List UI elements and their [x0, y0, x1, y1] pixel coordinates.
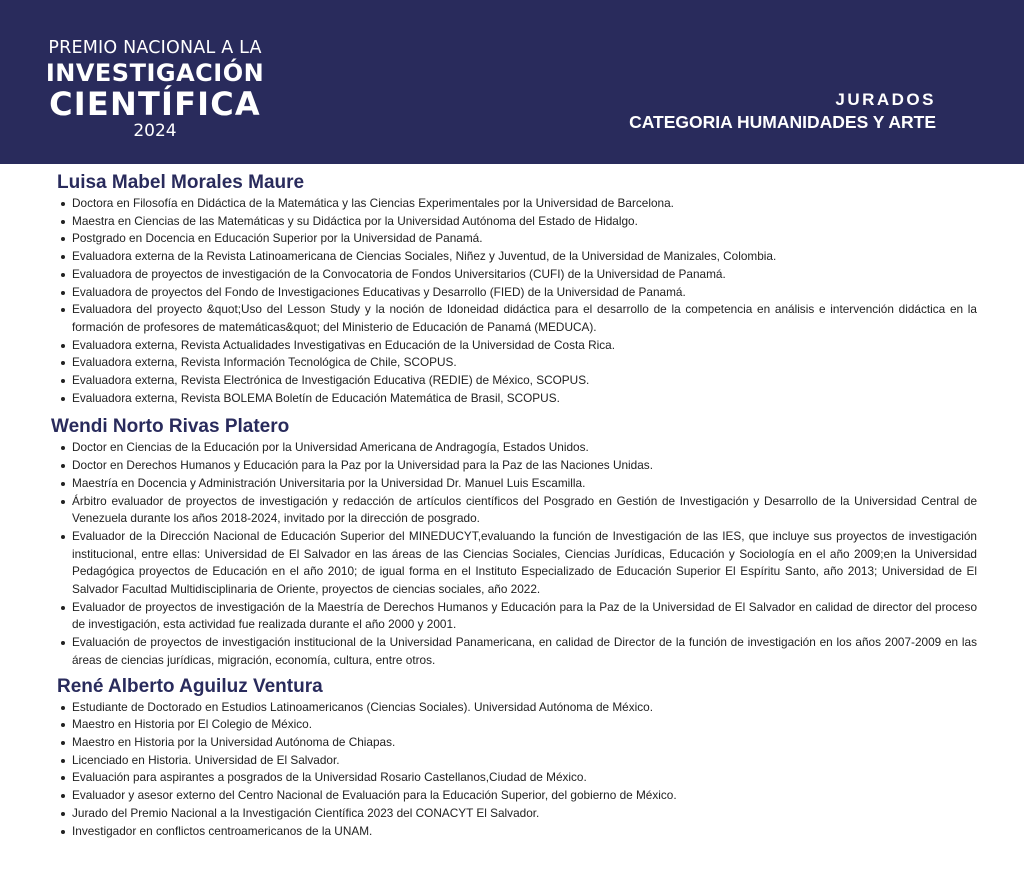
list-item: Árbitro evaluador de proyectos de investigación y redacción de artículos científicos del Posgrado en Gestión de Investigación y Desarrollo de la Universidad Central de Venezuela durante los años 2018-2024, invitado por la dirección de posgrado.: [72, 493, 977, 528]
logo-line-1: PREMIO NACIONAL A LA: [48, 38, 262, 58]
list-item: Doctor en Ciencias de la Educación por la Universidad Americana de Andragogía, Estados Unidos.: [72, 439, 977, 457]
jury-content: [0, 170, 1024, 840]
list-item: Evaluadora externa, Revista Actualidades Investigativas en Educación de la Universidad de Costa Rica.: [72, 337, 977, 355]
jury-section: [0, 674, 1024, 841]
list-item: Doctora en Filosofía en Didáctica de la Matemática y las Ciencias Experimentales por la Universidad de Barcelona.: [72, 195, 977, 213]
list-item: Maestro en Historia por El Colegio de México.: [72, 716, 977, 734]
jury-section: [0, 170, 1024, 407]
list-item: Evaluador de la Dirección Nacional de Educación Superior del MINEDUCYT,evaluando la función de Investigación de las IES, que incluye sus proyectos de investigación institucional, entre ellas: Universidad de El Salvador en las áreas de las Ciencias Sociales, Ciencias Jurídicas, Educación y Sociología en el año 2009;en la Universidad Pedagógica proyectos de Educación en el año 2010; de igual forma en el Instituto Especializado de Educación Superior El Espíritu Santo, año 2013; Universidad de El Salvador Facultad Multidisciplinaria de Oriente, proyectos de ciencias sociales, año 2022.: [72, 528, 977, 599]
list-item: Evaluador y asesor externo del Centro Nacional de Evaluación para la Educación Superior, del gobierno de México.: [72, 787, 977, 805]
page-subtitle: CATEGORIA HUMANIDADES Y ARTE: [629, 112, 936, 132]
list-item: Doctor en Derechos Humanos y Educación para la Paz por la Universidad para la Paz de las Naciones Unidas.: [72, 457, 977, 475]
logo-line-3: CIENTÍFICA: [49, 85, 261, 123]
list-item: Postgrado en Docencia en Educación Superior por la Universidad de Panamá.: [72, 230, 977, 248]
list-item: Licenciado en Historia. Universidad de El Salvador.: [72, 752, 977, 770]
list-item: Maestra en Ciencias de las Matemáticas y su Didáctica por la Universidad Autónoma del Estado de Hidalgo.: [72, 213, 977, 231]
list-item: Investigador en conflictos centroamericanos de la UNAM.: [72, 823, 977, 841]
list-item: Evaluación de proyectos de investigación institucional de la Universidad Panamericana, en calidad de Director de la función de investigación en los años 2007-2009 en las áreas de ciencias jurídicas, migración, economía, cultura, entre otros.: [72, 634, 977, 669]
page-title: JURADOS: [835, 90, 936, 109]
logo-line-2: INVESTIGACIÓN: [45, 59, 265, 87]
list-item: Evaluación para aspirantes a posgrados de la Universidad Rosario Castellanos,Ciudad de México.: [72, 769, 977, 787]
list-item: Evaluadora externa de la Revista Latinoamericana de Ciencias Sociales, Niñez y Juventud, de la Universidad de Manizales, Colombia.: [72, 248, 977, 266]
list-item: Jurado del Premio Nacional a la Investigación Científica 2023 del CONACYT El Salvador.: [72, 805, 977, 823]
award-logo: [44, 38, 266, 141]
list-item: Maestría en Docencia y Administración Universitaria por la Universidad Dr. Manuel Luis Escamilla.: [72, 475, 977, 493]
jury-name: Wendi Norto Rivas Platero: [51, 416, 290, 438]
list-item: Estudiante de Doctorado en Estudios Latinoamericanos (Ciencias Sociales). Universidad Autónoma de México.: [72, 699, 977, 717]
list-item: Evaluadora externa, Revista BOLEMA Boletín de Educación Matemática de Brasil, SCOPUS.: [72, 390, 977, 408]
list-item: Evaluadora externa, Revista Información Tecnológica de Chile, SCOPUS.: [72, 354, 977, 372]
jury-section: [0, 414, 1024, 669]
credentials-list: [0, 439, 1024, 669]
header-banner: [0, 0, 1024, 164]
list-item: Evaluadora del proyecto &quot;Uso del Lesson Study y la noción de Idoneidad didáctica para el desarrollo de la competencia en análisis e intervención didáctica en la formación de profesores de matemáticas&quot; del Ministerio de Educación de Panamá (MEDUCA).: [72, 301, 977, 336]
jury-name: René Alberto Aguiluz Ventura: [57, 675, 323, 697]
logo-year: 2024: [133, 121, 177, 141]
list-item: Maestro en Historia por la Universidad Autónoma de Chiapas.: [72, 734, 977, 752]
jury-name: Luisa Mabel Morales Maure: [57, 172, 305, 193]
list-item: Evaluadora externa, Revista Electrónica de Investigación Educativa (REDIE) de México, SCOPUS.: [72, 372, 977, 390]
list-item: Evaluador de proyectos de investigación de la Maestría de Derechos Humanos y Educación para la Paz de la Universidad de El Salvador en calidad de director del proceso de investigación, esta actividad fue realizada durante el año 2000 y 2001.: [72, 599, 977, 634]
list-item: Evaluadora de proyectos del Fondo de Investigaciones Educativas y Desarrollo (FIED) de la Universidad de Panamá.: [72, 284, 977, 302]
credentials-list: [0, 699, 1024, 841]
header-titles: [629, 90, 936, 134]
list-item: Evaluadora de proyectos de investigación de la Convocatoria de Fondos Universitarios (CUFI) de la Universidad de Panamá.: [72, 266, 977, 284]
credentials-list: [0, 195, 1024, 407]
